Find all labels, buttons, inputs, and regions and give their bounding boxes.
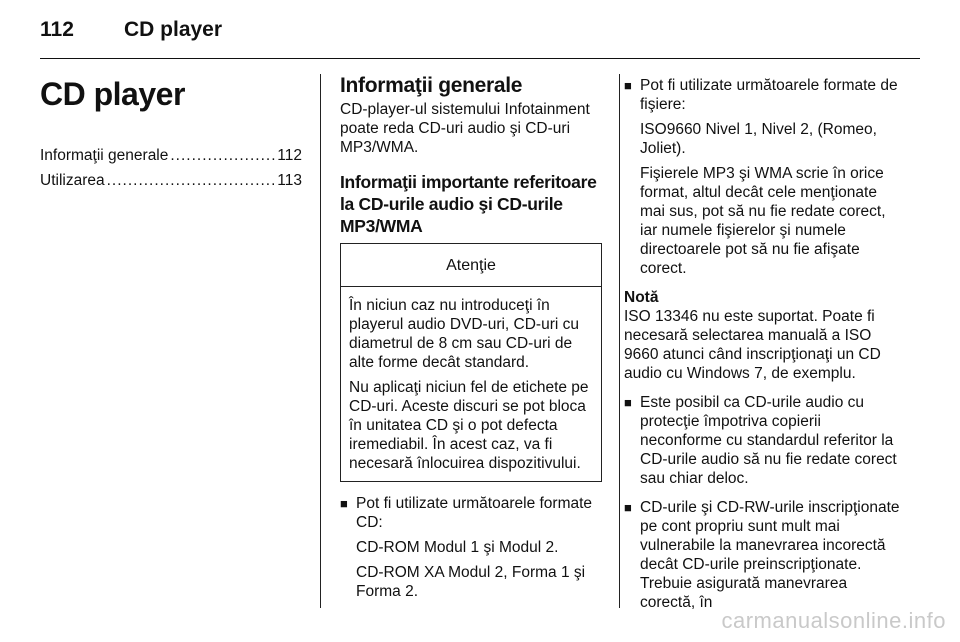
content-column-middle <box>340 74 602 601</box>
list-subitem: Fişierele MP3 şi WMA scrie în orice format, altul decât cele menţionate mai sus, pot să nu fie redate corect, iar numele fişierelor şi numele directoarele pot să nu fie afişate corect. <box>640 165 886 277</box>
toc-leader-dots <box>107 171 276 190</box>
running-header-title: CD player <box>124 18 223 41</box>
caution-paragraph: În niciun caz nu introduceţi în playerul audio DVD-uri, CD-uri cu diametrul de 8 cm sau CD-uri de alte forme decât standard. <box>349 297 579 371</box>
list-item-text: CD-urile şi CD-RW-urile inscripţionate pe cont propriu sunt mult mai vulnerabile la manevrarea incorectă decât CD-urile preinscripţionate. Trebuie asigurată manevrarea corectă, în <box>640 499 900 611</box>
header-rule <box>40 58 920 59</box>
column-divider-left <box>320 74 321 608</box>
list-item <box>624 76 902 114</box>
list-item-text: Pot fi utilizate următoarele formate de fişiere: <box>640 77 898 113</box>
watermark-text: carmanualsonline.info <box>721 608 946 633</box>
note-title: Notă <box>624 289 659 306</box>
list-subitem: CD-ROM XA Modul 2, Forma 1 şi Forma 2. <box>356 564 586 600</box>
list-item-text: Pot fi utilizate următoarele formate CD: <box>356 495 593 531</box>
list-subitem: ISO9660 Nivel 1, Nivel 2, (Romeo, Joliet). <box>640 121 877 157</box>
subsection-title: Informaţii importante referitoare la CD-urile audio şi CD-urile MP3/WMA <box>340 172 597 236</box>
bullet-square-icon: ■ <box>624 500 632 515</box>
toc-entry-page: 113 <box>277 172 302 189</box>
table-of-contents <box>40 146 302 196</box>
intro-paragraph: CD-player-ul sistemului Infotainment poate reda CD-uri audio şi CD-uri MP3/WMA. <box>340 101 590 156</box>
toc-entry-page: 112 <box>277 147 302 164</box>
list-item <box>340 494 602 532</box>
page-number: 112 <box>40 18 74 41</box>
toc-entry[interactable] <box>40 146 302 171</box>
caution-paragraph: Nu aplicaţi niciun fel de etichete pe CD-uri. Aceste discuri se pot bloca în unitatea CD şi o pot defecta iremediabil. În acest caz, va fi necesară înlocuirea dispozitivului. <box>349 379 589 472</box>
list-item <box>624 393 902 488</box>
note-text: ISO 13346 nu este suportat. Poate fi necesară selectarea manuală a ISO 9660 atunci când inscripţionaţi un CD audio cu Windows 7, de exemplu. <box>624 308 881 382</box>
content-column-right <box>624 74 902 612</box>
toc-entry-label: Informaţii generale <box>40 147 169 164</box>
column-divider-right <box>619 74 620 608</box>
toc-entry[interactable] <box>40 171 302 196</box>
toc-leader-dots <box>170 146 275 165</box>
bullet-square-icon: ■ <box>624 78 632 93</box>
list-subitem: CD-ROM Modul 1 şi Modul 2. <box>356 539 559 556</box>
chapter-title: CD player <box>40 76 185 112</box>
toc-column <box>40 74 302 196</box>
bullet-square-icon: ■ <box>624 395 632 410</box>
bullet-square-icon: ■ <box>340 496 348 511</box>
section-title: Informaţii generale <box>340 74 523 97</box>
list-item <box>624 498 902 612</box>
list-item-text: Este posibil ca CD-urile audio cu protecţie împotriva copierii neconforme cu standardul referitor la CD-urile audio să nu fie redate corect sau chiar deloc. <box>640 394 897 487</box>
caution-body <box>341 287 601 481</box>
caution-box <box>340 243 602 482</box>
note-block <box>624 288 902 383</box>
toc-entry-label: Utilizarea <box>40 172 105 189</box>
caution-title: Atenţie <box>341 244 601 287</box>
